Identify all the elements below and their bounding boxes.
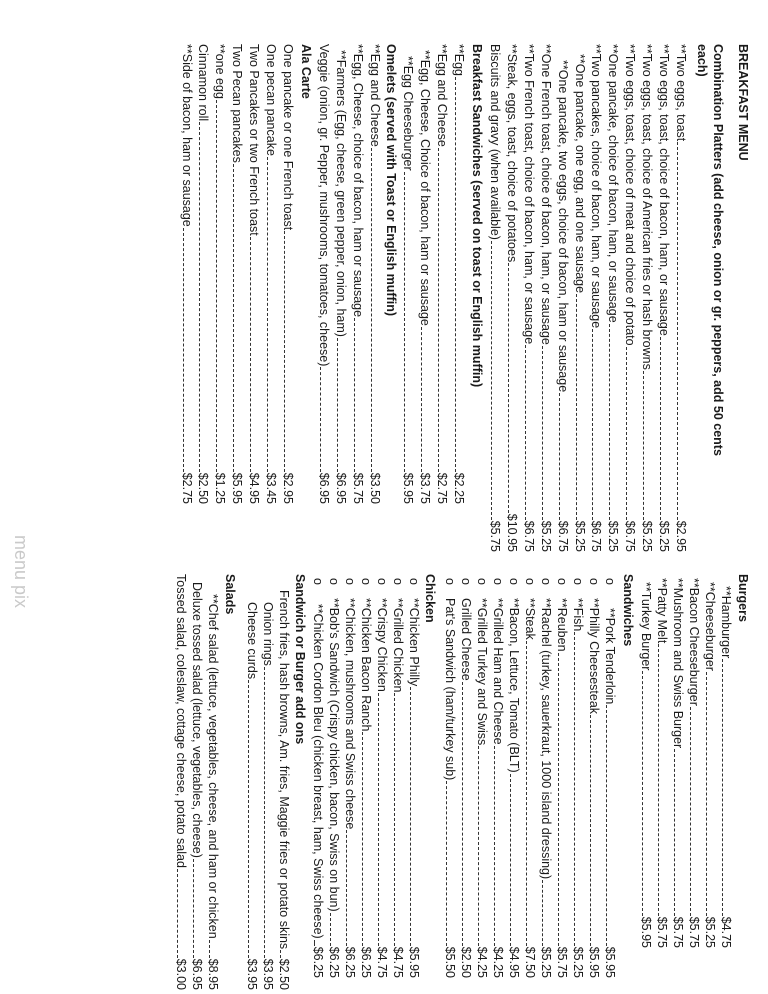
menu-item-price: $5.95 — [407, 946, 421, 978]
menu-item-label: **Egg, Cheese, choice of bacon, ham or sausage — [351, 44, 366, 318]
dotted-leader — [593, 329, 594, 520]
menu-item-label: **Mushroom and Swiss Burger — [671, 578, 685, 749]
dotted-leader — [658, 644, 659, 915]
dotted-leader — [494, 746, 495, 946]
dotted-leader — [590, 715, 591, 946]
section-heading-omelets: Omelets (served with Toast or English muffin) — [384, 44, 398, 317]
menu-item-price: $4.75 — [375, 946, 389, 978]
dotted-leader — [576, 294, 577, 520]
dotted-leader — [264, 667, 265, 958]
menu-item — [212, 44, 228, 504]
dotted-leader — [606, 705, 607, 945]
menu-item-label: **Turkey Burger — [639, 582, 653, 671]
menu-item-price: $6.95 — [317, 472, 332, 504]
dotted-leader — [491, 241, 492, 520]
menu-item-label: **Two eggs, toast — [674, 44, 688, 142]
menu-item — [390, 578, 406, 978]
menu-item-label: Grilled Cheese — [459, 598, 473, 681]
menu-item — [358, 578, 374, 978]
menu-item — [474, 578, 490, 978]
menu-item-price: $6.75 — [555, 520, 570, 552]
menu-item-label: Biscuits and gravy (when available) — [488, 44, 503, 240]
menu-item-price: $5.25 — [538, 520, 553, 552]
menu-item-price: $6.25 — [311, 946, 325, 978]
bullet-icon: o — [603, 578, 617, 585]
dotted-leader — [722, 659, 723, 915]
menu-item-label: **Pork Tenderloin — [603, 608, 617, 705]
menu-item-label: **Bacon, Lettuce, Tomato (BLT) — [507, 598, 521, 773]
menu-item-price: $4.95 — [247, 472, 262, 504]
menu-item-price: $6.75 — [521, 520, 536, 552]
menu-item-price: $2.75 — [435, 472, 450, 504]
menu-item-price: $5.75 — [687, 916, 701, 948]
menu-item — [229, 44, 245, 504]
menu-item-label: Pat's Sandwich (ham/turkey sub) — [443, 598, 457, 781]
dotted-leader — [525, 345, 526, 520]
menu-item — [586, 578, 602, 978]
menu-item — [521, 44, 537, 552]
dotted-leader — [284, 231, 285, 471]
menu-item-label: **Fish — [571, 598, 585, 632]
bullet-icon: o — [587, 578, 601, 585]
menu-item-label: **Two eggs, toast, choice of meat and choice of potato — [623, 44, 638, 346]
menu-item-price: $2.75 — [179, 472, 194, 504]
dotted-leader — [410, 687, 411, 945]
menu-item — [276, 590, 292, 990]
menu-item-price: $6.25 — [343, 946, 357, 978]
dotted-leader — [280, 950, 281, 958]
menu-item-price: $3.95 — [261, 958, 275, 990]
menu-item-price: $5.75 — [351, 472, 366, 504]
dotted-leader — [233, 164, 234, 472]
menu-item — [506, 578, 522, 978]
menu-item-price: $5.75 — [488, 520, 503, 552]
dotted-leader — [438, 148, 439, 472]
menu-item-label: Cheese curds — [245, 602, 259, 680]
menu-item-label: **Patty Melt — [655, 578, 669, 644]
menu-item-label: **Egg and Cheese — [368, 44, 382, 147]
menu-item-label: One pancake or one French toast — [281, 44, 295, 231]
menu-item-price: $5.75 — [671, 916, 685, 948]
menu-item-price: $5.95 — [639, 916, 653, 948]
menu-item-price: $3.50 — [368, 472, 382, 504]
menu-item-price: $3.00 — [174, 958, 188, 990]
menu-item-price: $4.25 — [475, 946, 489, 978]
dotted-leader — [394, 693, 395, 945]
menu-item-label: **Grilled Chicken — [391, 598, 405, 693]
menu-item-label: **Chef salad (lettuce, vegetables, cheese, and ham or chicken — [206, 594, 220, 939]
menu-item-price: $5.25 — [657, 520, 672, 552]
menu-item — [310, 578, 326, 978]
menu-item-price: $5.75 — [555, 946, 569, 978]
menu-item — [189, 582, 205, 990]
menu-item-label: **Hamburger — [719, 586, 733, 659]
dotted-leader — [320, 367, 321, 471]
dotted-leader — [677, 142, 678, 519]
menu-item — [490, 578, 506, 978]
dotted-leader — [177, 869, 178, 958]
dotted-leader — [690, 707, 691, 916]
menu-item — [406, 578, 422, 978]
dotted-leader — [643, 371, 644, 520]
dotted-leader — [216, 100, 217, 472]
menu-item-label: **Egg — [452, 44, 466, 76]
menu-item — [487, 44, 503, 552]
menu-item-price: $5.25 — [539, 946, 553, 978]
menupix-watermark: menu pix — [11, 535, 31, 609]
dotted-leader — [609, 324, 610, 520]
menu-item — [173, 574, 189, 990]
menu-item-label: French fries, hash browns, Am. fries, Maggie fries or potato skins — [277, 590, 291, 950]
menu-item — [589, 44, 605, 552]
menu-item-price: $2.50 — [459, 946, 473, 978]
bullet-icon: o — [407, 578, 421, 585]
dotted-leader — [250, 237, 251, 472]
menu-item-label: **Egg and Cheese — [435, 44, 450, 147]
section-heading-combination-cont: each) — [695, 44, 709, 77]
menu-item-price: $3.75 — [418, 472, 433, 504]
menu-item-label: **Bacon Cheeseburger — [687, 578, 701, 706]
menu-item-label: **One pancake, one egg, and one sausage — [572, 54, 587, 294]
bullet-icon: o — [375, 578, 389, 585]
menu-item — [196, 44, 212, 504]
menu-item — [205, 594, 221, 990]
dotted-leader — [404, 172, 405, 472]
menu-item — [326, 578, 342, 978]
menu-item — [538, 578, 554, 978]
dotted-leader — [660, 337, 661, 520]
menu-item-price: $6.25 — [327, 946, 341, 978]
menu-item-label: Onion rings — [261, 602, 275, 666]
bullet-icon: o — [359, 578, 373, 585]
bullet-icon: o — [459, 578, 473, 585]
dotted-leader — [354, 318, 355, 472]
menu-item — [367, 44, 383, 504]
menu-item-price: $8.95 — [206, 958, 220, 990]
dotted-leader — [314, 940, 315, 946]
menu-item-label: **Steak — [523, 598, 537, 640]
menu-item-price: $5.25 — [572, 520, 587, 552]
menu-item-price: $4.25 — [491, 946, 505, 978]
menu-item-price: $5.25 — [571, 946, 585, 978]
menu-item-price: $10.95 — [505, 513, 519, 552]
bullet-icon: o — [555, 578, 569, 585]
menu-item — [572, 54, 588, 552]
menu-item-label: **one egg — [213, 44, 228, 99]
menu-item — [718, 586, 734, 948]
bullet-icon: o — [391, 578, 405, 585]
section-heading-chicken: Chicken — [423, 574, 437, 623]
menu-title: BREAKFAST MENU — [736, 44, 750, 161]
menu-item-price: $6.75 — [623, 520, 638, 552]
menu-item — [570, 578, 586, 978]
bullet-icon: o — [539, 578, 553, 585]
menu-item-label: Two Pecan pancakes — [230, 44, 245, 163]
menu-item-label: **Grilled Turkey and Swiss — [475, 598, 489, 746]
menu-item — [639, 44, 655, 552]
dotted-leader — [642, 671, 643, 915]
dotted-leader — [193, 859, 194, 958]
menu-item — [522, 578, 538, 978]
menu-item-price: $2.50 — [196, 472, 211, 504]
menu-item — [654, 578, 670, 948]
menu-item — [555, 60, 571, 552]
menu-item-price: $6.75 — [589, 520, 604, 552]
menu-item-price: $5.25 — [703, 916, 717, 948]
menu-item — [263, 44, 279, 504]
dotted-leader — [510, 774, 511, 946]
dotted-leader — [248, 680, 249, 958]
section-heading-burgers: Burgers — [736, 574, 750, 622]
menu-item — [538, 44, 554, 552]
menu-item — [400, 56, 416, 504]
dotted-leader — [267, 157, 268, 472]
menu-item-price: $5.95 — [587, 946, 601, 978]
menu-item-price: $5.95 — [401, 472, 416, 504]
bullet-icon: o — [327, 578, 341, 585]
menu-item-label: **Reuben — [555, 598, 569, 652]
dotted-leader — [455, 77, 456, 472]
menu-item-label: **Two eggs, toast, choice of American fries or hash browns — [640, 44, 655, 370]
bullet-icon: o — [571, 578, 585, 585]
menu-item — [451, 44, 467, 504]
menu-item-label: **Steak, eggs, toast, choice of potatoes — [505, 44, 519, 263]
menu-item-price: $2.25 — [452, 472, 466, 504]
menu-item-price: $5.95 — [603, 946, 617, 978]
bullet-icon: o — [343, 578, 357, 585]
menu-item — [686, 578, 702, 948]
dotted-leader — [626, 347, 627, 520]
menu-item-label: **One pancake, two eggs, choice of bacon, ham or sausage — [555, 60, 570, 393]
menu-item-label: **Grilled Ham and Cheese — [491, 598, 505, 745]
menu-item-price: $5.95 — [230, 472, 245, 504]
dotted-leader — [574, 632, 575, 945]
dotted-leader — [200, 122, 201, 472]
menu-item-price: $4.95 — [507, 946, 521, 978]
dotted-leader — [508, 263, 509, 513]
dotted-leader — [209, 940, 210, 958]
menu-item-label: **Farmers (Egg, cheese, green pepper, onion, ham) — [334, 50, 349, 337]
section-heading-sandwiches: Sandwiches — [621, 574, 635, 647]
bullet-icon: o — [311, 578, 325, 585]
menu-item-price: $6.95 — [190, 958, 204, 990]
dotted-leader — [462, 682, 463, 946]
menu-item — [350, 44, 366, 504]
menu-item-price: $5.25 — [606, 520, 621, 552]
menu-item-price: $5.75 — [655, 916, 669, 948]
dotted-leader — [559, 393, 560, 520]
menu-item — [602, 578, 618, 978]
menu-item — [656, 44, 672, 552]
menu-item-label: **Egg, Cheese, Choice of bacon, ham or sausage — [418, 50, 433, 326]
dotted-leader — [421, 327, 422, 472]
dotted-leader — [526, 641, 527, 946]
menu-item-label: **Chicken, mushrooms and Swiss cheese — [343, 598, 357, 830]
menu-item — [702, 582, 718, 948]
menu-item-label: **Chicken Bacon Ranch — [359, 598, 373, 732]
section-heading-breakfast-sandwiches: Breakfast Sandwiches (served on toast or English muffin) — [470, 44, 484, 388]
menu-item-price: $6.95 — [334, 472, 349, 504]
menu-item-label: **One pancake, choice of bacon, ham, or sausage — [606, 44, 621, 323]
menu-item-label: **Egg Cheeseburger — [401, 56, 416, 171]
menu-item — [333, 50, 349, 504]
dotted-leader — [542, 346, 543, 520]
menu-item-price: $5.25 — [640, 520, 655, 552]
dotted-leader — [346, 830, 347, 945]
menu-item-label: **Bob's Sandwich (Crispy chicken, bacon, Swiss on bun) — [327, 598, 341, 912]
menu-item — [504, 44, 520, 552]
menu-item-label: Tossed salad, coleslaw, cottage cheese, potato salad — [174, 574, 188, 868]
menu-item — [442, 578, 458, 978]
menu-item-price: $7.50 — [523, 946, 537, 978]
dotted-leader — [706, 672, 707, 916]
dotted-leader — [378, 693, 379, 946]
menu-item-price: $3.95 — [245, 958, 259, 990]
menu-item-price: $2.50 — [277, 958, 291, 990]
menu-item-price: $2.95 — [674, 520, 688, 552]
menu-item — [244, 602, 260, 990]
menu-item — [280, 44, 296, 504]
menu-item-label: **Two eggs, toast, choice of bacon, ham, or sausage — [657, 44, 672, 336]
section-heading-salads: Salads — [223, 574, 237, 615]
section-heading-add-ons: Sandwich or Burger add ons — [293, 574, 307, 745]
dotted-leader — [362, 732, 363, 945]
section-heading-combination: Combination Platters (add cheese, onion or gr. peppers, add 50 cents — [711, 44, 725, 456]
menu-item — [246, 44, 262, 504]
menu-item-price: $6.25 — [359, 946, 373, 978]
menu-item-price: $2.95 — [281, 472, 295, 504]
menu-item-label: Cinnamon roll — [196, 44, 211, 122]
menu-item — [554, 578, 570, 978]
menu-item-label: Two Pancakes or two French toast — [247, 44, 262, 236]
section-heading-ala-carte: Ala Carte — [299, 44, 313, 99]
menu-item-label: **Philly Cheesesteak — [587, 598, 601, 715]
menu-item-label: Veggie (onion, gr. Pepper, mushrooms, tomatoes, cheese) — [317, 44, 332, 367]
menu-item — [179, 44, 195, 504]
menu-item-label: **Cheeseburger — [703, 582, 717, 671]
menu-item-label: **Side of bacon, ham or sausage — [179, 44, 194, 227]
dotted-leader — [371, 148, 372, 472]
menu-item-label: One pecan pancake — [264, 44, 279, 156]
bullet-icon: o — [523, 578, 537, 585]
dotted-leader — [558, 653, 559, 946]
menu-item — [670, 578, 686, 948]
menu-item-price: $1.25 — [213, 472, 228, 504]
menu-item — [417, 50, 433, 504]
menu-item — [622, 44, 638, 552]
bullet-icon: o — [475, 578, 489, 585]
bullet-icon: o — [507, 578, 521, 585]
menu-item — [342, 578, 358, 978]
menu-item — [260, 602, 276, 990]
menu-item — [434, 44, 450, 504]
menu-item-price: $5.50 — [443, 946, 457, 978]
menu-item-label: Deluxe tossed salad (lettuce, vegetables, cheese) — [190, 582, 204, 858]
dotted-leader — [330, 913, 331, 946]
menu-item-price: $3.45 — [264, 472, 279, 504]
menu-item-label: **Chicken Cordon Bleu (chicken breast, ham, Swiss cheese) — [311, 603, 325, 939]
menu-item-label: **Two French toast, choice of bacon, ham, or sausage — [521, 44, 536, 345]
dotted-leader — [446, 781, 447, 945]
menu-item-label: **Two pancakes, choice of bacon, ham, or sausage — [589, 44, 604, 329]
bullet-icon: o — [443, 578, 457, 585]
menu-item — [673, 44, 689, 552]
dotted-leader — [337, 338, 338, 472]
menu-item-price: $4.75 — [719, 916, 733, 948]
menu-item-label: **Rachel (turkey, sauerkraut, 1000 island dressing) — [539, 598, 553, 880]
menu-item — [316, 44, 332, 504]
dotted-leader — [478, 746, 479, 945]
menu-item — [605, 44, 621, 552]
menu-item — [458, 578, 474, 978]
menu-item — [638, 582, 654, 948]
menu-item — [374, 578, 390, 978]
menu-item-price: $4.75 — [391, 946, 405, 978]
menu-item-label: **One French toast, choice of bacon, ham, or sausage — [538, 44, 553, 345]
menu-item-label: **Chicken Philly — [407, 598, 421, 687]
dotted-leader — [542, 880, 543, 946]
menu-item-label: **Crispy Chicken — [375, 598, 389, 692]
bullet-icon: o — [491, 578, 505, 585]
dotted-leader — [674, 749, 675, 916]
dotted-leader — [183, 228, 184, 472]
